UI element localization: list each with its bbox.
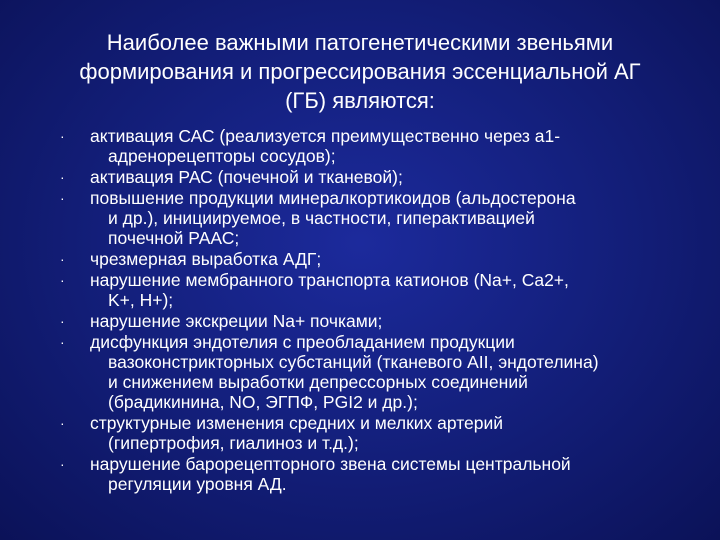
bullet-line: дисфункция эндотелия с преобладанием продукции <box>90 332 515 352</box>
bullet-list <box>60 126 700 495</box>
bullet-line: повышение продукции минералкортикоидов (альдостерона <box>90 188 576 208</box>
bullet-line: чрезмерная выработка АДГ; <box>90 249 322 269</box>
bullet-item <box>60 311 700 331</box>
bullet-line: (брадикинина, NO, ЭГПФ, PGI2 и др.); <box>108 392 418 412</box>
bullet-item <box>60 413 700 453</box>
bullet-item <box>60 249 700 269</box>
bullet-line: нарушение экскреции Na+ почками; <box>90 311 383 331</box>
bullet-line: и снижением выработки депрессорных соединений <box>108 372 528 392</box>
bullet-item <box>60 167 700 187</box>
bullet-line: регуляции уровня АД. <box>108 474 287 494</box>
title-line: формирования и прогрессирования эссенциальной АГ <box>79 59 641 84</box>
bullet-marker: · <box>60 415 65 431</box>
bullet-marker: · <box>60 456 65 472</box>
bullet-marker: · <box>60 190 65 206</box>
bullet-marker: · <box>60 128 65 144</box>
bullet-text <box>90 270 700 310</box>
bullet-line: структурные изменения средних и мелких артерий <box>90 413 504 433</box>
bullet-text <box>90 188 700 248</box>
bullet-line: адренорецепторы сосудов); <box>108 146 336 166</box>
bullet-marker: · <box>60 169 65 185</box>
bullet-text <box>90 167 700 187</box>
bullet-line: (гипертрофия, гиалиноз и т.д.); <box>108 433 359 453</box>
bullet-text <box>90 126 700 166</box>
bullet-marker: · <box>60 272 65 288</box>
bullet-marker: · <box>60 334 65 350</box>
bullet-line: нарушение мембранного транспорта катионов (Na+, Ca2+, <box>90 270 569 290</box>
bullet-item <box>60 188 700 248</box>
title-line: (ГБ) являются: <box>285 88 435 113</box>
bullet-marker: · <box>60 313 65 329</box>
bullet-line: нарушение барорецепторного звена системы центральной <box>90 454 571 474</box>
bullet-line: вазоконстрикторных субстанций (тканевого AII, эндотелина) <box>108 352 599 372</box>
bullet-text <box>90 454 700 494</box>
bullet-text <box>90 413 700 453</box>
bullet-line: K+, H+); <box>108 290 174 310</box>
bullet-line: и др.), инициируемое, в частности, гиперактивацией <box>108 208 535 228</box>
bullet-item <box>60 270 700 310</box>
bullet-item <box>60 454 700 494</box>
bullet-line: почечной РААС; <box>108 228 240 248</box>
bullet-text <box>90 249 700 269</box>
bullet-text <box>90 311 700 331</box>
bullet-text <box>90 332 700 412</box>
bullet-line: активация РАС (почечной и тканевой); <box>90 167 403 187</box>
bullet-marker: · <box>60 251 65 267</box>
bullet-line: активация САС (реализуется преимущественно через а1- <box>90 126 561 146</box>
title-line: Наиболее важными патогенетическими звеньями <box>106 30 614 55</box>
bullet-item <box>60 332 700 412</box>
bullet-item <box>60 126 700 166</box>
slide-title <box>30 28 690 115</box>
